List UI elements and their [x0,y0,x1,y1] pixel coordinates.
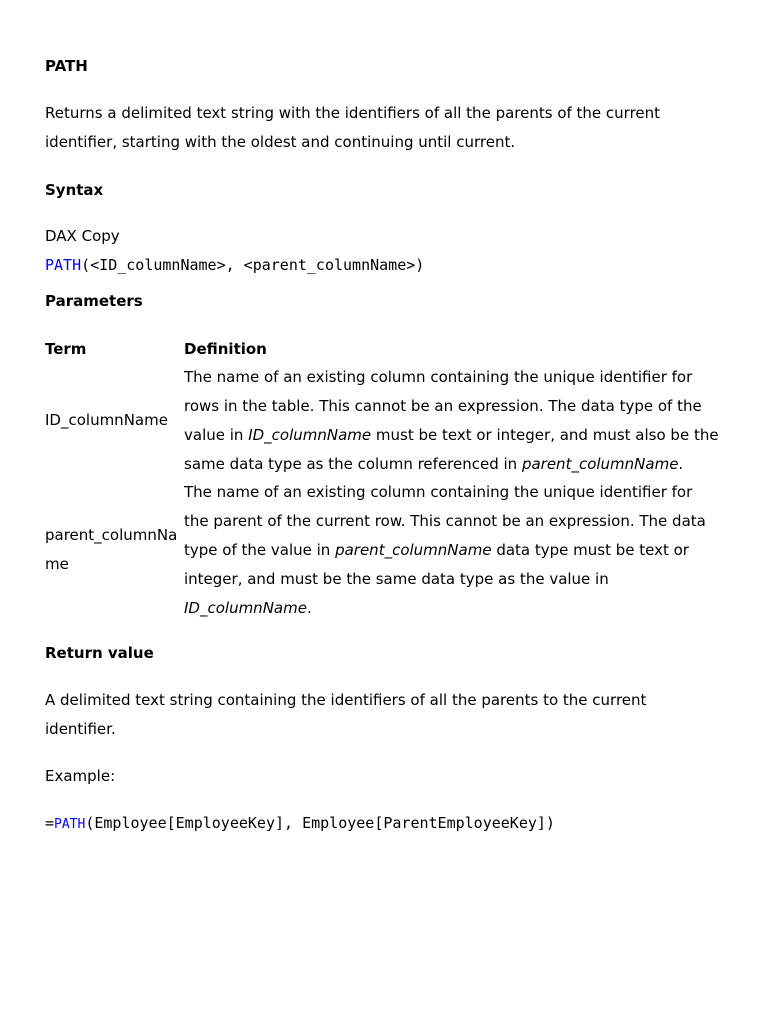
return-value-heading: Return value [45,644,154,662]
text-segment: value in [184,426,249,444]
text-segment: must be text or integer, and must also be the [371,426,719,444]
table-row-2-def-line-1: The name of an existing column containing the unique identifier for [184,483,693,501]
syntax-code-args: (<ID_columnName>, <parent_columnName>) [81,256,425,274]
example-label: Example: [45,767,116,785]
page-title: PATH [45,57,88,75]
table-row-2-def-line-2: the parent of the current row. This cannot be an expression. The data [184,512,706,530]
example-code-prefix: = [45,814,55,832]
text-segment: type of the value in [184,541,336,559]
table-row-1-def-line-2: rows in the table. This cannot be an expression. The data type of the [184,397,702,415]
italic-term: parent_columnName [335,541,492,559]
text-segment: . [678,455,684,473]
table-row-2-def-line-3 [184,541,689,559]
text-segment: same data type as the column referenced in [184,455,522,473]
description-line-2: identifier, starting with the oldest and continuing until current. [45,133,516,151]
table-row-2-def-line-5 [184,599,312,617]
example-code-keyword: PATH [54,817,86,832]
syntax-code-keyword: PATH [45,256,82,274]
table-row-2-term-line-1: parent_columnNa [45,526,178,544]
table-row-1-def-line-3 [184,426,719,444]
table-header-term: Term [45,340,87,358]
return-value-line-1: A delimited text string containing the identifiers of all the parents to the current [45,691,647,709]
text-segment: data type must be text or [491,541,689,559]
italic-term: parent_columnName [521,455,679,473]
text-segment: . [306,599,312,617]
table-row-1-def-line-4 [184,455,683,473]
italic-term: ID_columnName [184,599,307,617]
table-header-definition: Definition [184,340,267,358]
description-line-1: Returns a delimited text string with the identifiers of all the parents of the current [45,104,661,122]
code-label[interactable]: DAX Copy [45,227,120,245]
syntax-heading: Syntax [45,181,104,199]
example-code [45,814,555,832]
return-value-line-2: identifier. [45,720,116,738]
table-row-1-def-line-1: The name of an existing column containing the unique identifier for [184,368,693,386]
table-row-1-term: ID_columnName [45,411,168,429]
table-row-2-def-line-4: integer, and must be the same data type as the value in [184,570,609,588]
table-row-2-term-line-2: me [45,555,69,573]
italic-term: ID_columnName [248,426,372,444]
parameters-heading: Parameters [45,292,143,310]
syntax-code [45,256,424,274]
example-code-args: (Employee[EmployeeKey], Employee[ParentEmployeeKey]) [85,814,555,832]
